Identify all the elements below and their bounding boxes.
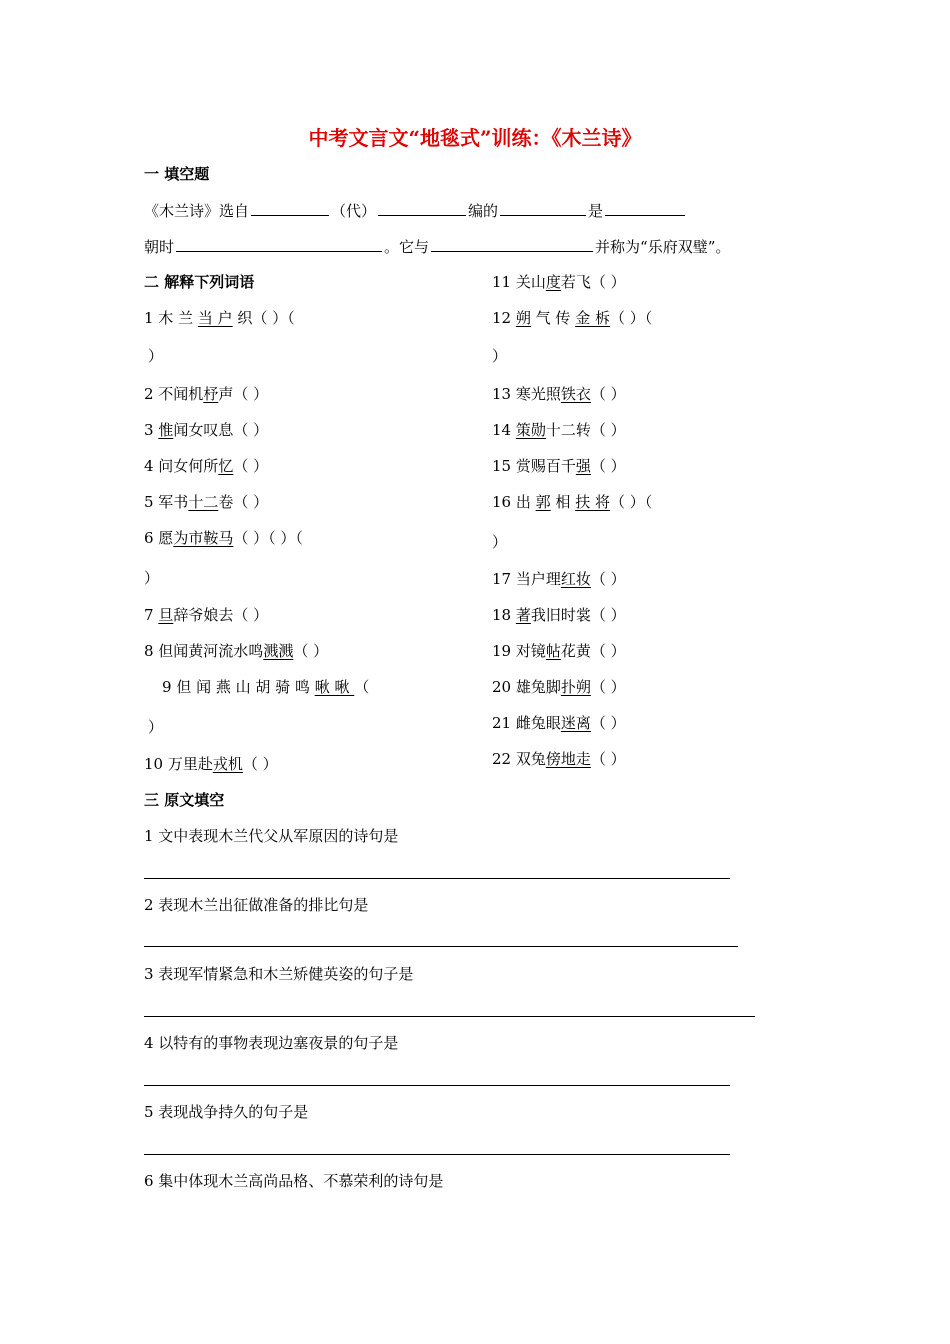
item-text: 6 愿 (144, 529, 174, 547)
target-word: 帖 (545, 642, 561, 660)
page-title: 中考文言文“地毯式”训练：《木兰诗》 (308, 126, 642, 150)
target-word: 溅溅 (263, 642, 294, 660)
question-text: 2 表现木兰出征做准备的排比句是 (144, 896, 369, 914)
answer-paren[interactable]: （ ） (590, 606, 626, 624)
vocab-item (492, 457, 626, 475)
vocab-item (144, 755, 278, 773)
answer-paren[interactable]: （ ） (590, 385, 626, 403)
section2-heading: 二 解释下列词语 (144, 273, 255, 291)
item-text: 5 军书 (144, 493, 189, 511)
vocab-item (144, 457, 268, 475)
item-text: 7 (144, 606, 159, 624)
item-text: 若飞 (560, 273, 591, 291)
target-word: 强 (575, 457, 591, 475)
vocab-item (144, 642, 328, 660)
target-word: 啾 啾 (314, 678, 355, 696)
fill-text: 朝时 (144, 238, 175, 256)
answer-paren[interactable]: （ ） (590, 273, 626, 291)
answer-paren[interactable]: （ ）（ (609, 309, 653, 327)
item-text: 我旧时裳 (530, 606, 591, 624)
target-word: 当 户 (197, 309, 233, 327)
answer-paren[interactable]: （ ） (590, 457, 626, 475)
answer-paren[interactable]: （ ） (233, 606, 269, 624)
paren-close: ） (148, 718, 164, 736)
answer-paren[interactable]: （ ） (590, 642, 626, 660)
item-text: 十二转 (545, 421, 591, 439)
question-text: 3 表现军情紧急和木兰矫健英姿的句子是 (144, 965, 414, 983)
section1-heading: 一 填空题 (144, 165, 210, 183)
question-text: 5 表现战争持久的句子是 (144, 1103, 309, 1121)
item-text: 17 当户理 (492, 570, 561, 588)
vocab-item (492, 678, 626, 696)
answer-paren[interactable]: （ ） (590, 421, 626, 439)
item-text: 22 双兔 (492, 750, 546, 768)
item-text: 9 但 闻 燕 山 胡 骑 鸣 (162, 678, 315, 696)
paren-close: ） (144, 569, 160, 587)
target-word: 忆 (218, 457, 234, 475)
item-text: 4 问女何所 (144, 457, 219, 475)
target-word: 策勋 (515, 421, 546, 439)
vocab-item (492, 385, 626, 403)
answer-line[interactable] (144, 946, 738, 947)
answer-paren[interactable]: （ (354, 678, 370, 696)
item-text: 20 雄兔脚 (492, 678, 561, 696)
target-word: 为市鞍马 (173, 529, 234, 547)
vocab-item (144, 606, 268, 624)
target-word: 扑朔 (560, 678, 591, 696)
paren-close: ） (492, 347, 508, 365)
vocab-item (144, 385, 268, 403)
item-text: 花黄 (560, 642, 591, 660)
item-text: 18 (492, 606, 516, 624)
item-text: 2 不闻机 (144, 385, 204, 403)
vocab-item (144, 421, 268, 439)
item-text: 8 但闻黄河流水鸣 (144, 642, 264, 660)
target-word: 度 (545, 273, 561, 291)
fill-text: （代） (331, 202, 377, 220)
answer-paren[interactable]: （ ）（ (609, 493, 653, 511)
answer-paren[interactable]: （ ） (590, 570, 626, 588)
item-text: 3 (144, 421, 159, 439)
vocab-item (162, 678, 369, 696)
fill-line-2 (144, 237, 730, 256)
target-word: 十二 (188, 493, 219, 511)
answer-paren[interactable]: （ ）（ ）（ (233, 529, 303, 547)
blank-field[interactable] (605, 201, 685, 216)
answer-paren[interactable]: （ ） (590, 750, 626, 768)
answer-paren[interactable]: （ ） (242, 755, 278, 773)
target-word: 惟 (158, 421, 174, 439)
blank-field[interactable] (176, 237, 382, 252)
paren-close: ） (492, 533, 508, 551)
fill-text: 编的 (468, 202, 499, 220)
item-text: 11 关山 (492, 273, 546, 291)
answer-paren[interactable]: （ ） (590, 714, 626, 732)
question-text: 4 以特有的事物表现边塞夜景的句子是 (144, 1034, 399, 1052)
target-word: 傍地走 (545, 750, 591, 768)
answer-line[interactable] (144, 1016, 755, 1017)
vocab-item (144, 309, 295, 327)
fill-text: 并称为“乐府双璧”。 (595, 238, 731, 256)
vocab-item (492, 714, 626, 732)
vocab-item (144, 493, 268, 511)
answer-paren[interactable]: （ ） (590, 678, 626, 696)
item-text: 10 万里赴 (144, 755, 213, 773)
answer-paren[interactable]: （ ） (233, 457, 269, 475)
item-text: 21 雌兔眼 (492, 714, 561, 732)
item-text: 织 (232, 309, 253, 327)
vocab-item (492, 570, 626, 588)
answer-line[interactable] (144, 878, 730, 879)
target-word: 杼 (203, 385, 219, 403)
item-text: 闻女叹息 (173, 421, 234, 439)
fill-line-1 (144, 201, 687, 220)
answer-paren[interactable]: （ ） (233, 493, 269, 511)
vocab-item (492, 493, 652, 511)
answer-paren[interactable]: （ ）（ (252, 309, 295, 327)
vocab-item (492, 750, 626, 768)
target-word: 红妆 (560, 570, 591, 588)
vocab-item (492, 273, 626, 291)
target-word: 金 柝 (575, 309, 610, 327)
item-text: 气 传 (530, 309, 576, 327)
target-word: 旦 (158, 606, 174, 624)
vocab-item (492, 642, 626, 660)
fill-text: 《木兰诗》选自 (144, 202, 250, 220)
item-text: 卷 (218, 493, 234, 511)
answer-line[interactable] (144, 1085, 730, 1086)
item-text: 相 (550, 493, 576, 511)
answer-paren[interactable]: （ ） (233, 421, 269, 439)
item-text: 15 赏赐百千 (492, 457, 576, 475)
target-word: 著 (515, 606, 531, 624)
answer-paren[interactable]: （ ） (293, 642, 329, 660)
item-text: 19 对镜 (492, 642, 546, 660)
vocab-item (144, 529, 303, 547)
item-text: 14 (492, 421, 516, 439)
vocab-item (492, 421, 626, 439)
section3-heading: 三 原文填空 (144, 791, 225, 809)
paren-close: ） (148, 347, 164, 365)
blank-field[interactable] (431, 237, 593, 252)
question-text: 6 集中体现木兰高尚品格、不慕荣利的诗句是 (144, 1172, 444, 1190)
fill-text: 是 (588, 202, 604, 220)
answer-line[interactable] (144, 1154, 730, 1155)
target-word: 朔 (515, 309, 531, 327)
question-text: 1 文中表现木兰代父从军原因的诗句是 (144, 827, 399, 845)
item-text: 声 (218, 385, 234, 403)
item-text: 13 寒光照 (492, 385, 561, 403)
vocab-item (492, 309, 652, 327)
vocab-item (492, 606, 626, 624)
target-word: 戎机 (212, 755, 243, 773)
blank-field[interactable] (500, 201, 586, 216)
item-text: 12 (492, 309, 516, 327)
target-word: 扶 将 (575, 493, 610, 511)
item-text: 辞爷娘去 (173, 606, 234, 624)
target-word: 迷离 (560, 714, 591, 732)
item-text: 16 出 (492, 493, 536, 511)
target-word: 郭 (535, 493, 551, 511)
fill-text: 。它与 (384, 238, 430, 256)
answer-paren[interactable]: （ ） (233, 385, 269, 403)
blank-field[interactable] (251, 201, 329, 216)
target-word: 铁衣 (560, 385, 591, 403)
blank-field[interactable] (378, 201, 466, 216)
item-text: 1 木 兰 (144, 309, 198, 327)
